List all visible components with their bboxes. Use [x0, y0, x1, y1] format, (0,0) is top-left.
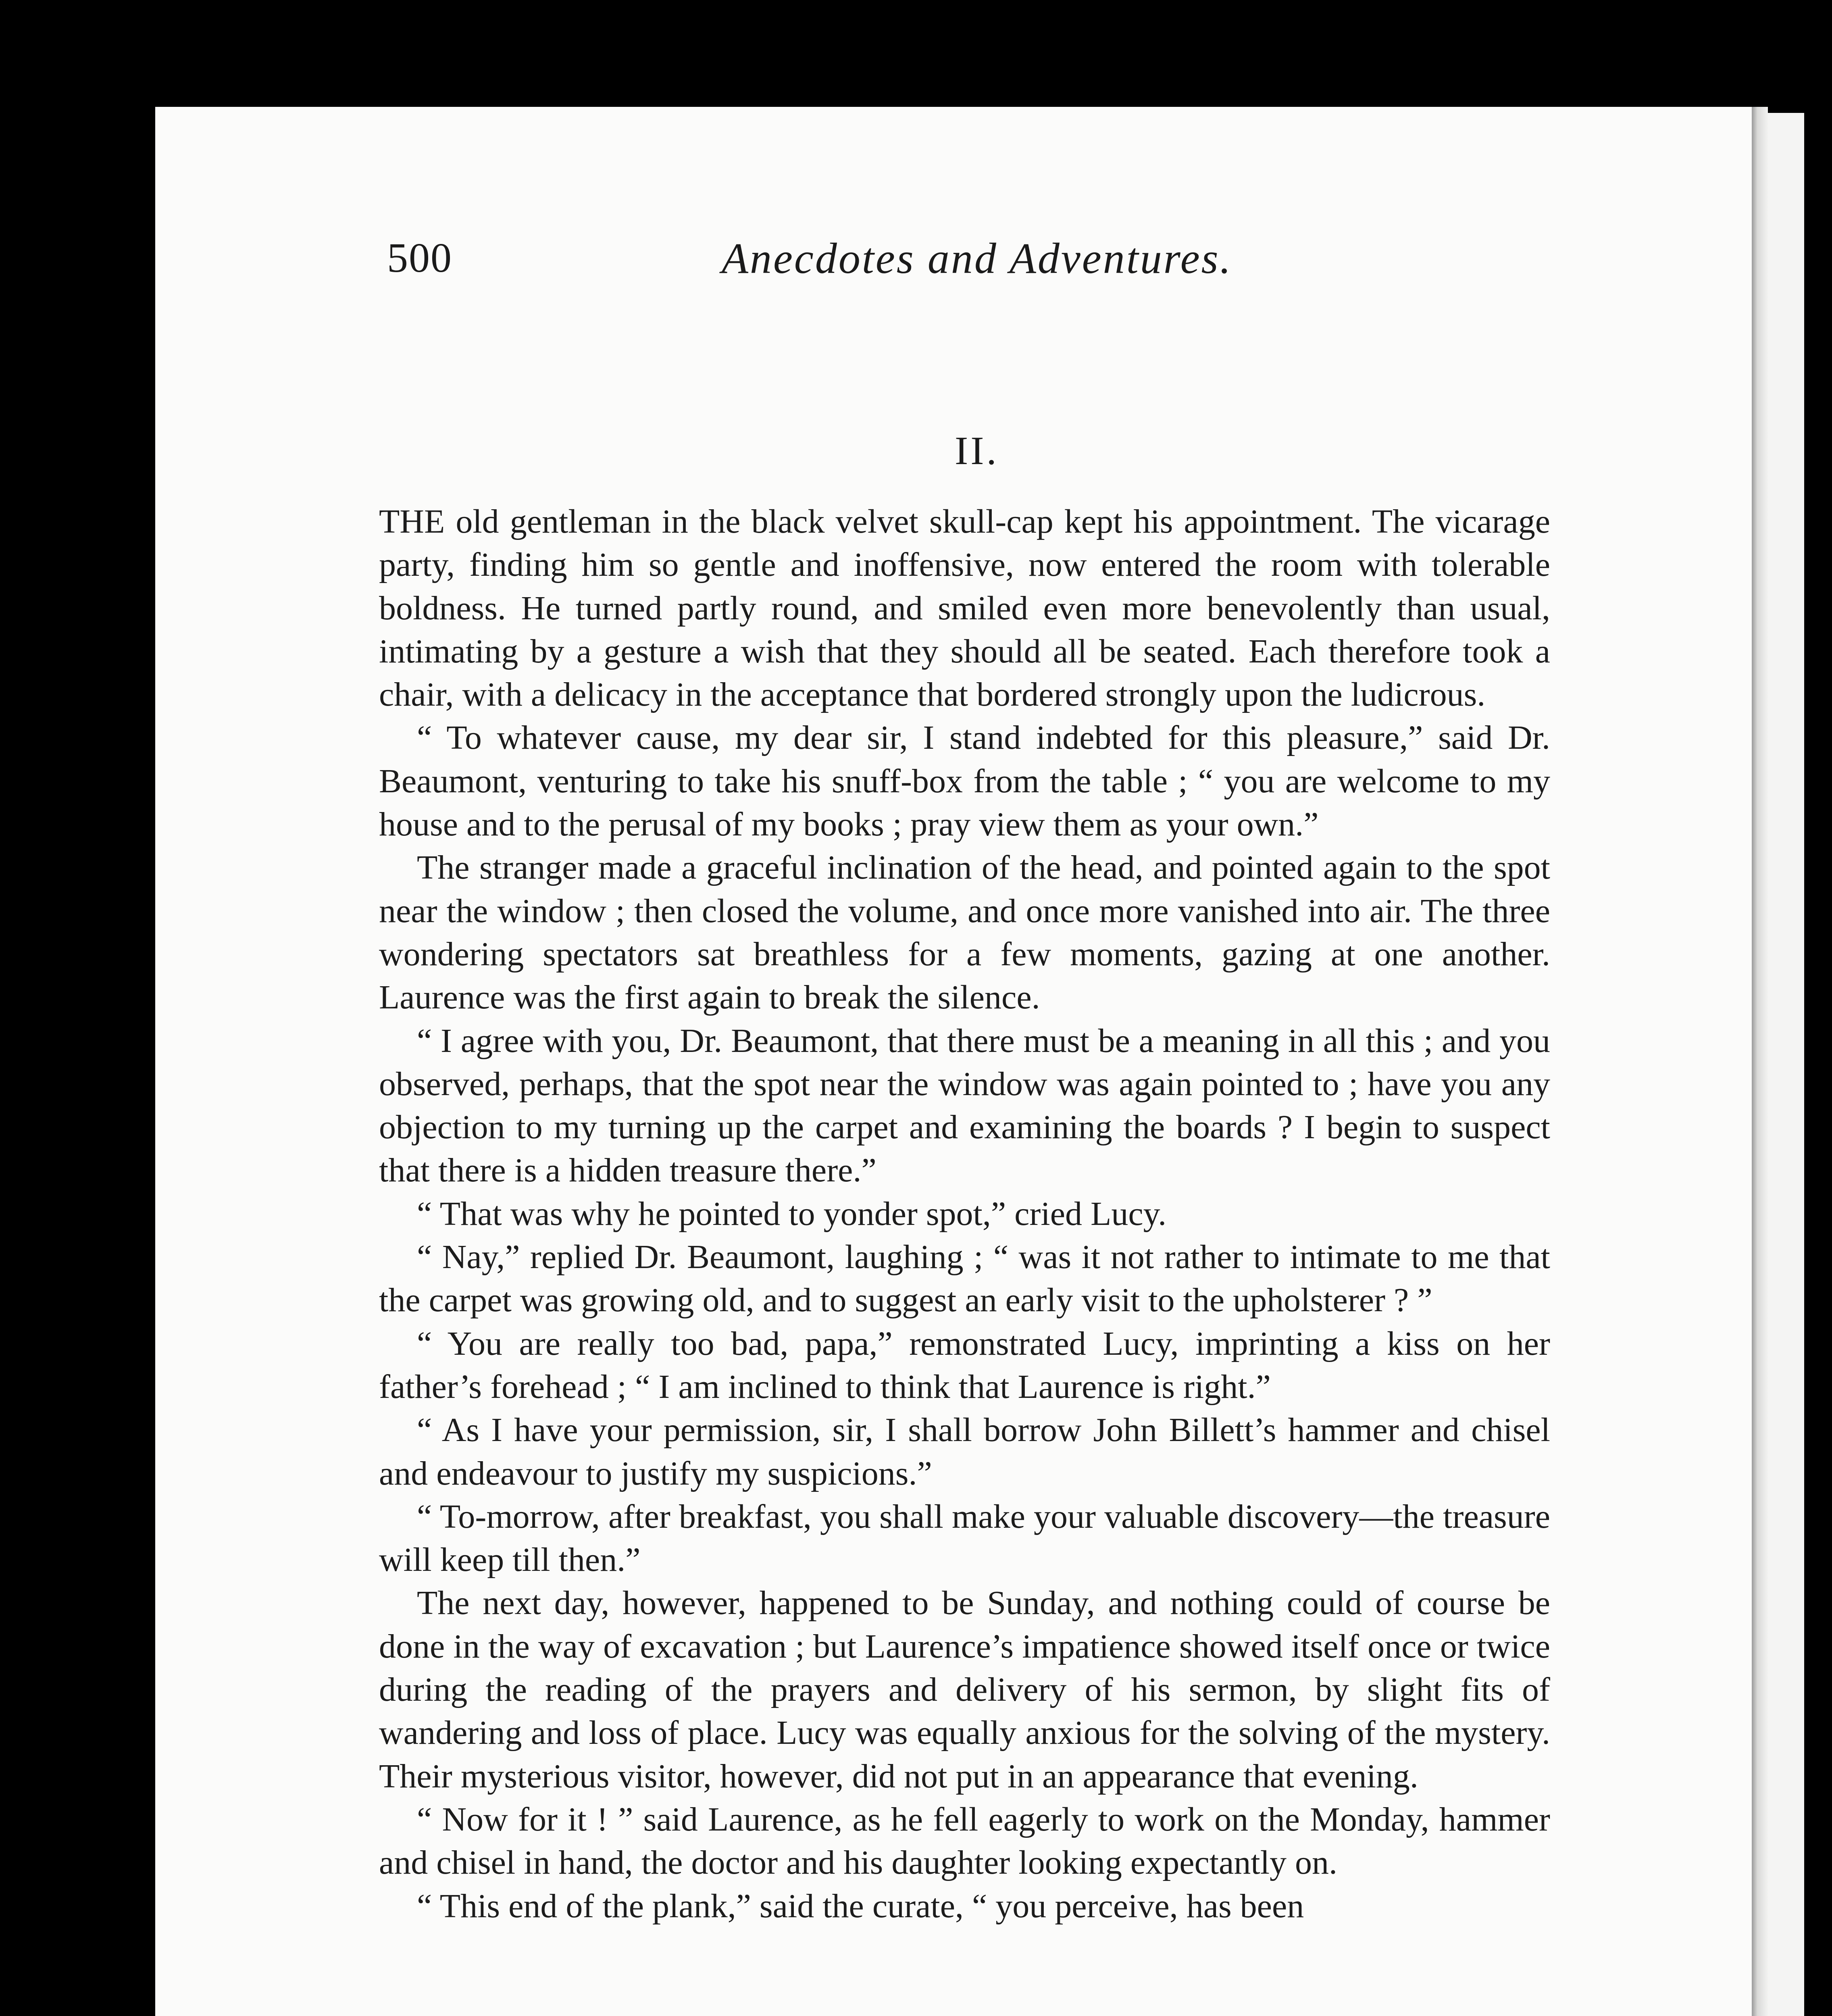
paragraph: “ To whatever cause, my dear sir, I stand indebted for this pleasure,” said Dr. Beaumont, venturing to take his snuff-box from the table ; “ you are welcome to my house and to the perusal of my books ; pray view them as your own.” — [379, 719, 1550, 843]
paragraph: THE old gentleman in the black velvet skull-cap kept his appointment. The vicarage party, finding him so gentle and inoffensive, now entered the room with tolerable boldness. He turned partly round, and smiled even more benevolently than usual, intimating by a gesture a wish that they should all be seated. Each therefore took a chair, with a delicacy in the acceptance that bordered strongly upon the ludicrous. — [379, 503, 1550, 714]
paragraph: “ I agree with you, Dr. Beaumont, that there must be a meaning in all this ; and you observed, perhaps, that the spot near the window was again pointed to ; have you any objection to my turning up the carpet and examining the boards ? I begin to suspect that there is a hidden treasure there.” — [379, 1022, 1550, 1189]
running-title: Anecdotes and Adventures. — [722, 235, 1232, 283]
paragraph: “ As I have your permission, sir, I shall borrow John Billett’s hammer and chisel and endeavour to justify my suspicions.” — [379, 1411, 1550, 1492]
paragraph: “ That was why he pointed to yonder spot,” cried Lucy. — [417, 1195, 1167, 1233]
running-head — [387, 234, 1250, 290]
paragraph: “ This end of the plank,” said the curate, “ you perceive, has been — [417, 1887, 1304, 1925]
paragraph: The next day, however, happened to be Sunday, and nothing could of course be done in the way of excavation ; but Laurence’s impatience showed itself once or twice during the reading of the prayers and delivery of his sermon, by slight fits of wandering and loss of place. Lucy was equally anxious for the solving of the mystery. Their mysterious visitor, however, did not put in an appearance that evening. — [379, 1584, 1550, 1795]
paragraph: “ To-morrow, after breakfast, you shall make your valuable discovery—the treasure will keep till then.” — [379, 1497, 1550, 1579]
paragraph: “ You are really too bad, papa,” remonstrated Lucy, imprinting a kiss on her father’s forehead ; “ I am inclined to think that Laurence is right.” — [379, 1325, 1550, 1406]
chapter-heading: II. — [955, 428, 999, 473]
paragraph: “ Now for it ! ” said Laurence, as he fell eagerly to work on the Monday, hammer and chisel in hand, the doctor and his daughter looking expectantly on. — [379, 1800, 1550, 1882]
body-text — [379, 500, 1550, 1928]
paragraph: “ Nay,” replied Dr. Beaumont, laughing ; “ was it not rather to intimate to me that the carpet was growing old, and to suggest an early visit to the upholsterer ? ” — [379, 1238, 1550, 1319]
adjacent-page-sliver — [1768, 113, 1804, 2016]
page-number: 500 — [387, 235, 452, 281]
paragraph: The stranger made a graceful inclination of the head, and pointed again to the spot near the window ; then closed the volume, and once more vanished into air. The three wondering spectators sat breathless for a few moments, gazing at one another. Laurence was the first again to break the silence. — [379, 849, 1550, 1016]
next-page-edge — [1752, 107, 1768, 2016]
